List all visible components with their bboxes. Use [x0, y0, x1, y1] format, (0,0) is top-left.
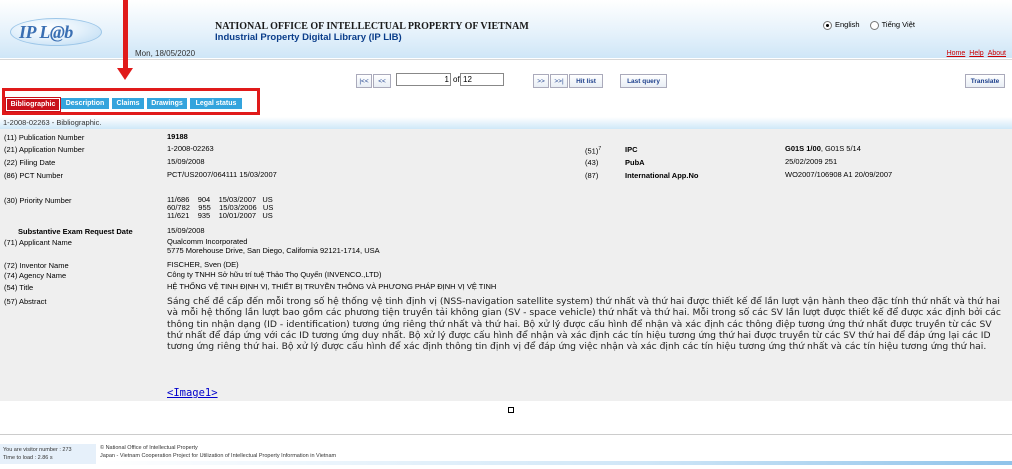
tab-bibliographic[interactable]: Bibliographic	[6, 98, 60, 111]
lang-english-option[interactable]: English	[823, 20, 860, 30]
filing-date-label: (22) Filing Date	[4, 158, 56, 167]
footer-bar	[96, 461, 1012, 465]
top-links	[947, 50, 1006, 57]
application-number-value: 1-2008-02263	[167, 144, 214, 153]
record-header: 1-2008-02263 - Bibliographic.	[0, 117, 1012, 129]
pct-number-label: (86) PCT Number	[4, 171, 64, 180]
tab-description[interactable]: Description	[61, 98, 109, 109]
print-icon[interactable]	[508, 407, 514, 413]
pct-number-value: PCT/US2007/064111 15/03/2007	[167, 170, 277, 179]
copyright-text: © National Office of Intellectual Property	[100, 445, 198, 451]
home-link[interactable]: Home	[946, 50, 966, 57]
priority-line: 60/782 955 15/03/2006 US	[167, 203, 274, 212]
header-divider	[0, 59, 1012, 60]
annotation-arrowhead-icon	[117, 68, 133, 80]
last-page-button[interactable]: >>|	[550, 74, 568, 88]
visitor-info	[0, 444, 96, 464]
total-pages-field: 12	[460, 73, 504, 86]
priority-line: 11/621 935 10/01/2007 US	[167, 211, 273, 220]
org-title: NATIONAL OFFICE OF INTELLECTUAL PROPERTY OF VIETNAM	[215, 21, 529, 32]
filing-date-value: 15/09/2008	[167, 157, 205, 166]
publication-number-label: (11) Publication Number	[4, 133, 85, 142]
inventor-name-label: (72) Inventor Name	[4, 261, 69, 270]
applicant-name-value: Qualcomm Incorporated	[167, 237, 248, 246]
footer-divider	[0, 434, 1012, 435]
publication-number-value: 19188	[167, 132, 188, 141]
annotation-arrow-icon	[123, 0, 128, 70]
language-selector	[823, 20, 915, 30]
library-title: Industrial Property Digital Library (IP LIB)	[215, 32, 402, 43]
exam-request-label: Substantive Exam Request Date	[18, 227, 133, 236]
title-label: (54) Title	[4, 283, 34, 292]
about-link[interactable]: About	[987, 50, 1006, 57]
current-date: Mon, 18/05/2020	[135, 49, 196, 58]
ipc-value: G01S 1/00, G01S 5/14	[785, 144, 861, 153]
tab-drawings[interactable]: Drawings	[147, 98, 187, 109]
page-of-label: of	[453, 75, 460, 84]
intl-code: (87)	[585, 171, 599, 180]
ip-lab-logo[interactable]	[10, 18, 102, 46]
help-link[interactable]: Help	[969, 50, 984, 57]
visitor-count: You are visitor number : 273	[3, 447, 72, 453]
copyright-info	[100, 445, 336, 460]
radio-selected-icon[interactable]	[823, 21, 832, 30]
applicant-address-value: 5775 Morehouse Drive, San Diego, California 92121-1714, USA	[167, 246, 380, 255]
applicant-name-label: (71) Applicant Name	[4, 238, 72, 247]
abstract-label: (57) Abstract	[4, 297, 47, 306]
intl-app-label: International App.No	[625, 171, 699, 180]
application-number-label: (21) Application Number	[4, 145, 85, 154]
tab-claims[interactable]: Claims	[112, 98, 144, 109]
exam-request-value: 15/09/2008	[167, 226, 205, 235]
first-page-button[interactable]: |<<	[356, 74, 372, 88]
load-time: Time to load : 2.86 s	[3, 455, 53, 461]
puba-code: (43)	[585, 158, 599, 167]
project-text: Japan - Vietnam Cooperation Project for Utilization of Intellectual Property Information in Vietnam	[100, 452, 337, 459]
radio-icon[interactable]	[870, 21, 879, 30]
priority-line: 11/686 904 15/03/2007 US	[167, 195, 273, 204]
title-value: HỆ THỐNG VỆ TINH ĐỊNH VỊ, THIẾT BỊ TRUYỀN THÔNG VÀ PHƯƠNG PHÁP ĐỊNH VỊ VỆ TINH	[167, 282, 497, 291]
ipc-code: $(51)^7$	[585, 146, 602, 156]
agency-name-value: Công ty TNHH Sở hữu trí tuệ Thảo Thọ Quyến (INVENCO.,LTD)	[167, 270, 382, 279]
lang-vietnamese-option[interactable]: Tiếng Việt	[870, 20, 915, 30]
ipc-label: IPC	[625, 145, 638, 154]
hit-list-button[interactable]: Hit list	[569, 74, 603, 88]
intl-app-value: WO2007/106908 A1 20/09/2007	[785, 170, 893, 179]
image-link[interactable]: <Image1>	[167, 387, 218, 399]
logo-text: IP L@b	[19, 22, 73, 42]
next-page-button[interactable]: >>	[533, 74, 549, 88]
agency-name-label: (74) Agency Name	[4, 271, 67, 280]
translate-button[interactable]: Translate	[965, 74, 1005, 88]
puba-value: 25/02/2009 251	[785, 157, 838, 166]
puba-label: PubA	[625, 158, 645, 167]
inventor-name-value: FISCHER, Sven (DE)	[167, 260, 239, 269]
prev-page-button[interactable]: <<	[373, 74, 391, 88]
page-number-input[interactable]: 1	[396, 73, 451, 86]
priority-number-label: (30) Priority Number	[4, 196, 72, 205]
tab-legal-status[interactable]: Legal status	[190, 98, 242, 109]
abstract-text: Sáng chế đề cấp đến mỗi trong số hệ thống vệ tinh định vị (NSS-navigation satellite system) thứ nhất và thứ hai được thiết kế để lần lượt vận hành theo đặc tính thứ nhất và thứ hai và mỗi hệ thống lần lượt bao gồm các phương tiện truyền tải không gian (SV - space vehicle) thứ nhất và thứ hai. Mỗi trong số các SV lần lượt được thiết kế để được xác định bởi các thông tin nhận dạng (ID - identification) tương ứng riêng thứ nhất và thứ hai. Bộ xử lý được cấu hình để nhận và xác định các thông điệp tương ứng thứ nhất được truyền từ các SV thứ nhất để đáp ứng với các ID tương ứng duy nhất. Bộ xử lý được cấu hình để nhận và xác định các tín hiệu tương ứng thứ hai được truyền từ các SV thứ hai để đáp ứng lại các ID tương ứng riêng thứ hai. Bộ xử lý được cấu hình để xác định thông tin định vị để đáp ứng việc nhận và xác định các tín hiệu tương ứng thứ nhất và các tín hiệu tương ứng thứ hai.	[167, 296, 1001, 353]
last-query-button[interactable]: Last query	[620, 74, 667, 88]
